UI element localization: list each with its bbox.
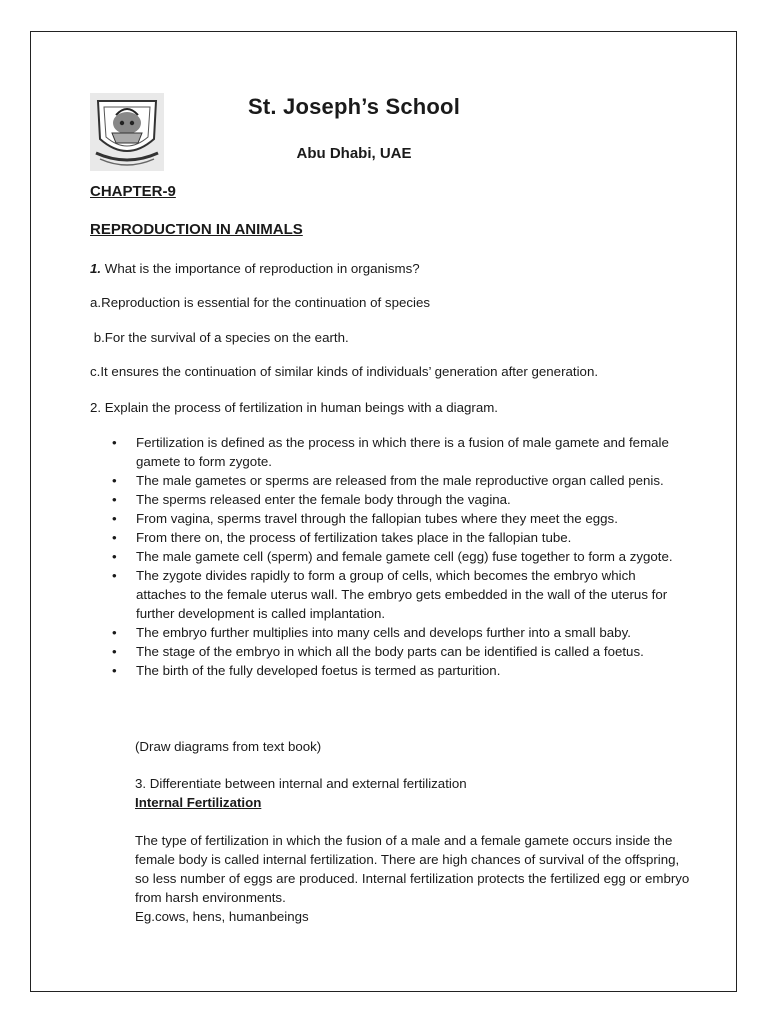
list-item: • The sperms released enter the female body through the vagina.	[112, 492, 511, 507]
bullet-icon: •	[112, 568, 117, 583]
school-name: St. Joseph’s School	[247, 94, 461, 119]
topic-heading: REPRODUCTION IN ANIMALS	[90, 221, 303, 238]
bullet-icon: •	[112, 663, 117, 678]
bullet-icon: •	[112, 492, 117, 507]
list-item: • The male gametes or sperms are released from the male reproductive organ called penis.	[112, 473, 664, 488]
question-3: 3. Differentiate between internal and external fertilization	[135, 776, 467, 791]
chapter-heading: CHAPTER-9	[90, 183, 176, 200]
bullet-icon: •	[112, 644, 117, 659]
question-1-text: What is the importance of reproduction in organisms?	[101, 261, 420, 276]
list-item: • The zygote divides rapidly to form a group of cells, which becomes the embryo which attaches to the female uterus wall. The embryo gets embedded in the wall of the uterus for further development is called implantation.	[112, 568, 668, 621]
internal-fertilization-example: Eg.cows, hens, humanbeings	[135, 909, 309, 924]
answer-1b: b.For the survival of a species on the earth.	[90, 330, 349, 345]
list-item: • Fertilization is defined as the process in which there is a fusion of male gamete and female gamete to form zygote.	[112, 435, 669, 469]
list-item: • From there on, the process of fertilization takes place in the fallopian tube.	[112, 530, 572, 545]
bullet-icon: •	[112, 625, 117, 640]
bullet-icon: •	[112, 473, 117, 488]
internal-fertilization-heading: Internal Fertilization	[135, 795, 262, 810]
bullet-icon: •	[112, 549, 117, 564]
list-item: • From vagina, sperms travel through the fallopian tubes where they meet the eggs.	[112, 511, 618, 526]
question-1-number: 1.	[90, 261, 102, 276]
answer-1a: a.Reproduction is essential for the continuation of species	[90, 295, 431, 310]
answer-1c: c.It ensures the continuation of similar kinds of individuals’ generation after generation.	[90, 364, 599, 379]
list-item: • The embryo further multiplies into many cells and develops further into a small baby.	[112, 625, 631, 640]
bullet-icon: •	[112, 511, 117, 526]
list-item: • The birth of the fully developed foetus is termed as parturition.	[112, 663, 501, 678]
diagram-note: (Draw diagrams from text book)	[135, 739, 322, 754]
school-location: Abu Dhabi, UAE	[296, 145, 412, 162]
bullet-icon: •	[112, 435, 117, 450]
question-2: 2. Explain the process of fertilization in human beings with a diagram.	[90, 400, 498, 415]
list-item: • The male gamete cell (sperm) and female gamete cell (egg) fuse together to form a zygote.	[112, 549, 673, 564]
fertilization-points-list	[108, 433, 688, 680]
bullet-icon: •	[112, 530, 117, 545]
internal-fertilization-paragraph: The type of fertilization in which the fusion of a male and a female gamete occurs inside the female body is called internal fertilization. There are high chances of survival of the offspring, so less number of eggs are produced. Internal fertilization protects the fertilized egg or embryo from harsh environments.	[135, 833, 690, 905]
question-1	[90, 259, 420, 278]
list-item: • The stage of the embryo in which all the body parts can be identified is called a foetus.	[112, 644, 644, 659]
